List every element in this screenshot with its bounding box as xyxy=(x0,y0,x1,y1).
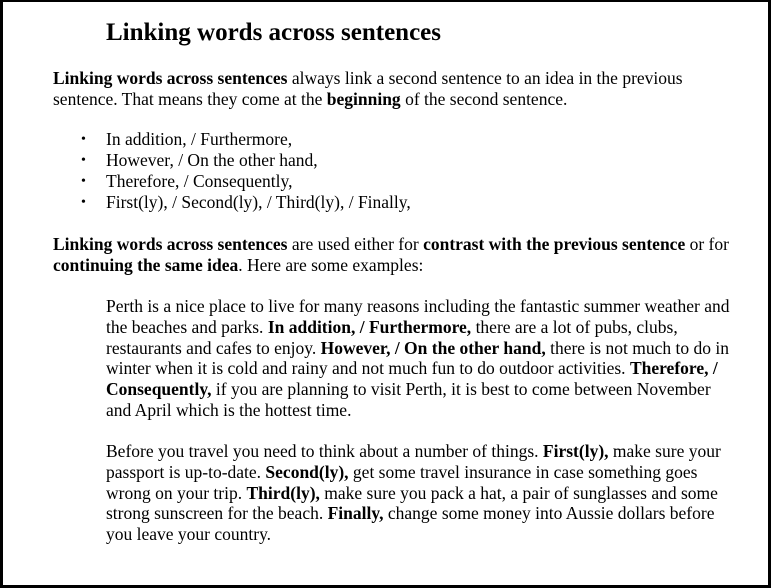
bullet-icon: • xyxy=(81,153,86,168)
example-text: Before you travel you need to think about a number of things. xyxy=(106,441,543,461)
example-paragraph-travel xyxy=(106,441,731,545)
list-item-text: However, / On the other hand, xyxy=(106,150,318,170)
linker-bold: Finally, xyxy=(327,503,384,524)
linking-words-list xyxy=(53,129,411,213)
beginning-bold: beginning xyxy=(326,89,401,109)
linker-bold: First(ly), xyxy=(542,441,609,461)
usage-text-end: . Here are some examples: xyxy=(238,255,424,275)
list-item xyxy=(53,171,411,192)
usage-paragraph xyxy=(53,234,743,276)
example-paragraph-perth xyxy=(106,296,731,421)
list-item-text: First(ly), / Second(ly), / Third(ly), / Finally, xyxy=(106,192,411,212)
continuing-bold: continuing the same idea xyxy=(53,255,239,275)
bullet-icon: • xyxy=(81,132,86,147)
example-text: if you are planning to visit Perth, it is best to come between November and April which is the hottest time. xyxy=(106,379,711,420)
linker-bold: In addition, / Furthermore, xyxy=(267,316,472,337)
linker-bold: However, / On the other hand, xyxy=(320,337,546,358)
linker-bold: Third(ly), xyxy=(246,482,320,503)
term-bold: Linking words across sentences xyxy=(53,68,288,88)
list-item-text: Therefore, / Consequently, xyxy=(106,171,293,191)
term-bold: Linking words across sentences xyxy=(53,234,288,254)
usage-text: or for xyxy=(685,234,729,254)
bullet-icon: • xyxy=(81,174,86,189)
linker-bold: Second(ly), xyxy=(265,461,349,482)
list-item xyxy=(53,150,411,171)
list-item-text: In addition, / Furthermore, xyxy=(106,129,293,149)
example-text: get some travel insurance in case something goes wrong on your trip. xyxy=(106,461,698,503)
intro-text-end: of the second sentence. xyxy=(400,89,568,109)
example-text: there is not much to do in winter when it is cold and rainy and not much fun to do outdoor activities. xyxy=(106,337,729,379)
example-text: there are a lot of pubs, clubs, restaurants and cafes to enjoy. xyxy=(106,316,678,358)
list-item xyxy=(53,192,411,213)
contrast-bold: contrast with the previous sentence xyxy=(423,234,686,254)
usage-text: are used either for xyxy=(287,234,424,254)
example-text: Perth is a nice place to live for many reasons including the fantastic summer weather and the beaches and parks. xyxy=(106,296,730,337)
bullet-icon: • xyxy=(81,195,86,210)
intro-text: always link a second sentence to an idea in the previous sentence. That means they come at the xyxy=(53,68,683,109)
example-text: change some money into Aussie dollars before you leave your country. xyxy=(106,503,715,545)
list-item xyxy=(53,129,411,150)
intro-paragraph xyxy=(53,68,743,110)
linker-bold: Therefore, / Consequently, xyxy=(106,358,718,400)
example-text: make sure your passport is up-to-date. xyxy=(106,441,721,482)
page-title: Linking words across sentences xyxy=(106,19,441,46)
example-text: make sure you pack a hat, a pair of sunglasses and some strong sunscreen for the beach. xyxy=(106,482,718,524)
